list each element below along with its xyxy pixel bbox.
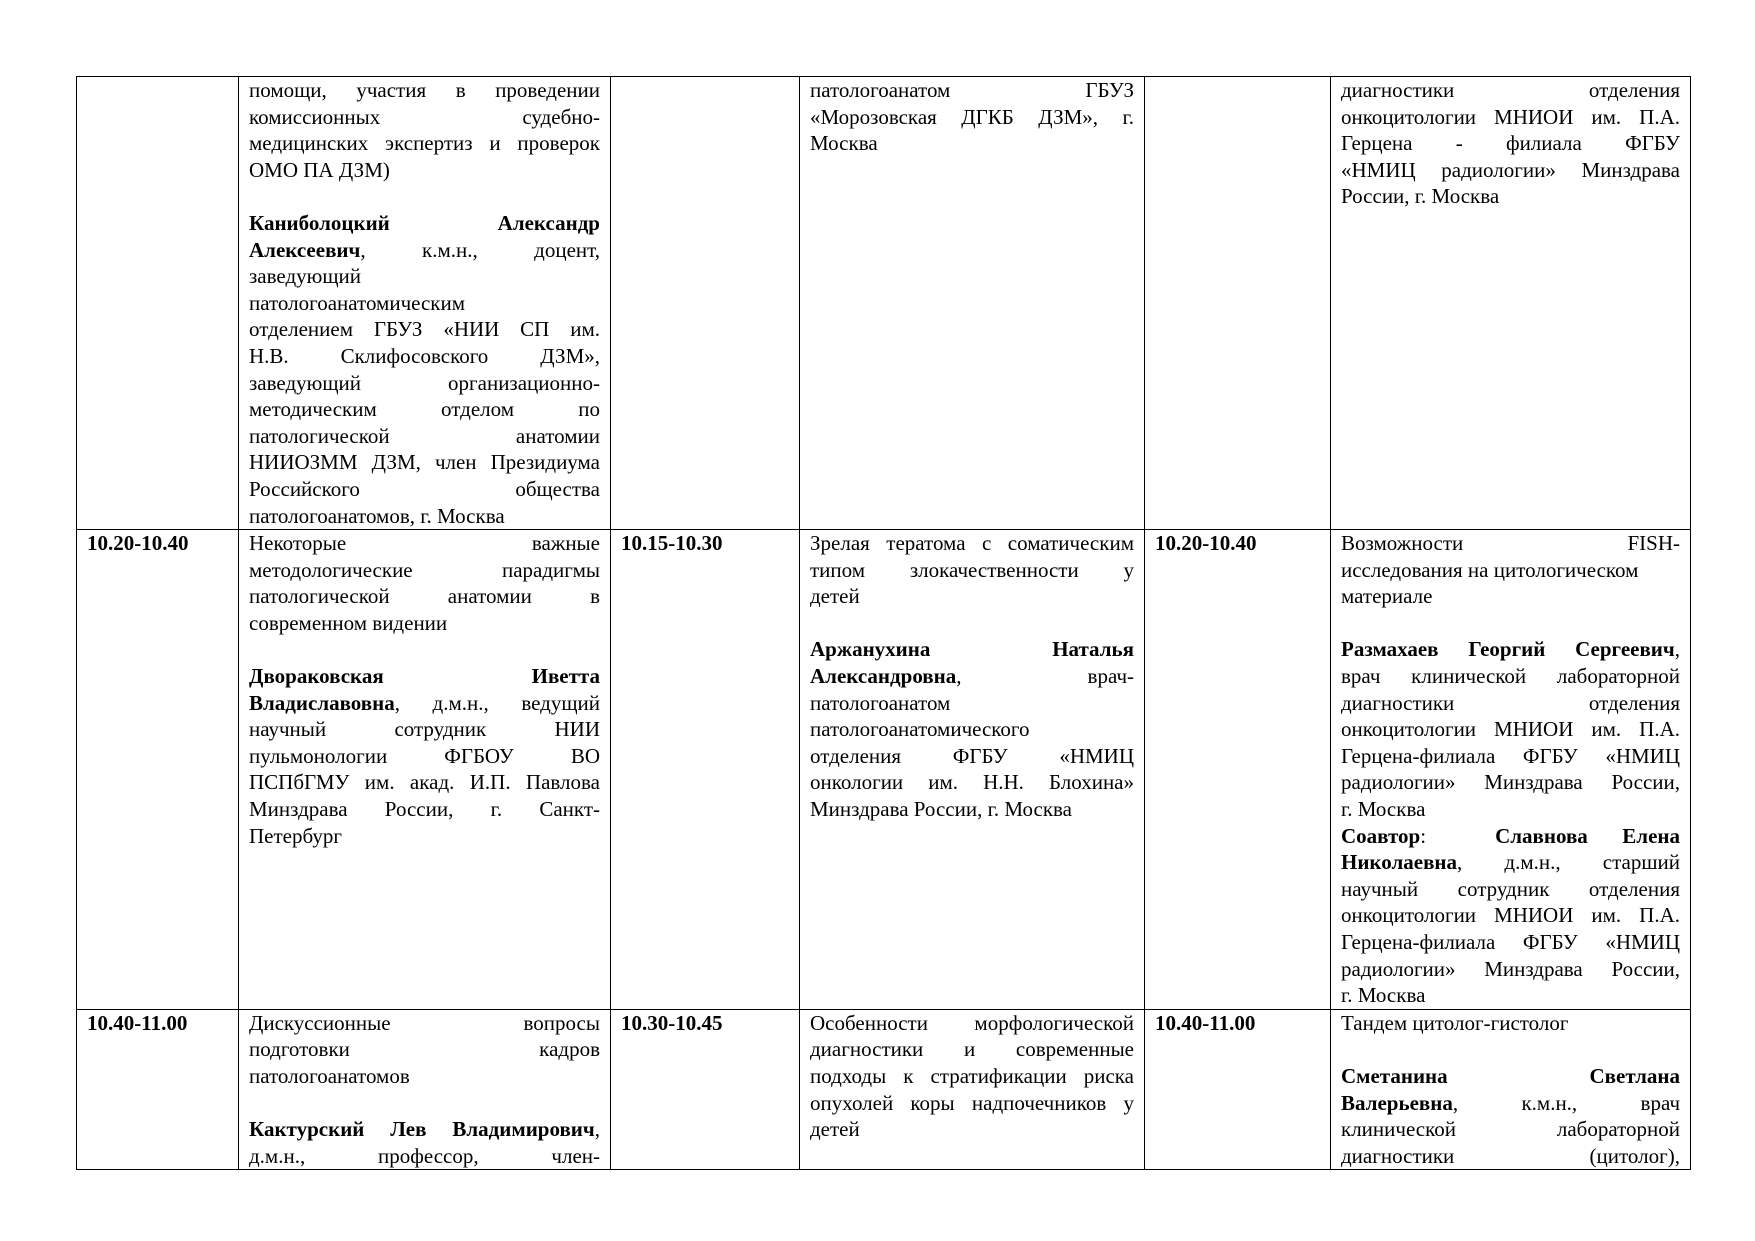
- text-line: комиссионных судебно-: [249, 104, 600, 129]
- schedule-row: [77, 1009, 1691, 1170]
- text-line: патологоанатом: [810, 690, 951, 715]
- talk-cell: [800, 77, 1145, 530]
- speaker-name: Владиславовна: [249, 690, 395, 715]
- talk-cell: Возможности FISH- исследования на цитологическом материале Размахаев Георгий Сергеевич, врач клинической лабораторной диагностики отделения онкоцитологии МНИОИ им. П.А. Герцена-филиала ФГБУ «НМИЦ радиологии» Минздрава России, г. Москва Соавтор: Славнова Елена Николаевна, д.м.н., старший научный сотрудник отделения онкоцитологии МНИОИ им. П.А. Герцена-филиала ФГБУ «НМИЦ радиологии» Минздрава России, г. Москва: [1331, 530, 1691, 1010]
- text-line: отделением ГБУЗ «НИИ СП им.: [249, 317, 600, 342]
- program-schedule-table: [76, 76, 1691, 1170]
- text-line: помощи, участия в проведении: [249, 78, 600, 102]
- text-line: г. Москва: [1341, 797, 1426, 822]
- talk-cell: [800, 1009, 1145, 1170]
- text-line: онкологии им. Н.Н. Блохина»: [810, 770, 1134, 795]
- talk-title-line: современном видении: [249, 610, 448, 635]
- speaker-credentials: , к.м.н., врач: [1452, 1090, 1680, 1115]
- speaker-name: Кактурский Лев Владимирович: [249, 1117, 595, 1142]
- text-line: патологоанатомическим: [249, 290, 466, 315]
- talk-title-line: детей: [810, 1117, 860, 1142]
- text-line: Герцена-филиала ФГБУ «НМИЦ: [1341, 930, 1680, 954]
- talk-title-line: Дискуссионные вопросы: [249, 1010, 600, 1035]
- text-line: онкоцитологии МНИОИ им. П.А.: [1341, 717, 1680, 742]
- talk-title-line: типом злокачественности у: [810, 557, 1134, 582]
- text-line: Минздрава России, г. Санкт-: [249, 797, 600, 822]
- talk-title-line: Некоторые важные: [249, 531, 600, 556]
- text-line: заведующий: [249, 264, 361, 289]
- text-line: радиологии» Минздрава России,: [1341, 956, 1680, 981]
- speaker-name: Алексеевич: [249, 237, 361, 262]
- text-line: медицинских экспертиз и проверок: [249, 131, 600, 156]
- text-line: Москва: [810, 131, 878, 156]
- talk-cell: [239, 530, 611, 1010]
- talk-cell: Дискуссионные вопросы подготовки кадров патологоанатомов Кактурский Лев Владимирович, д.м.н., профессор, член-: [239, 1009, 611, 1170]
- talk-title-line: Тандем цитолог-гистолог: [1341, 1010, 1569, 1035]
- talk-title-line: детей: [810, 584, 860, 609]
- talk-title-line: методологические парадигмы: [249, 557, 600, 582]
- coauthor-name: Славнова Елена: [1495, 823, 1681, 848]
- talk-title-line: патологоанатомов: [249, 1063, 410, 1088]
- text-line: патологоанатомов, г. Москва: [249, 503, 505, 528]
- text-line: России, г. Москва: [1341, 184, 1500, 209]
- talk-cell: [800, 530, 1145, 1010]
- text-line: «НМИЦ радиологии» Минздрава: [1341, 157, 1680, 182]
- text-line: патологической анатомии: [249, 423, 600, 448]
- talk-title-line: диагностики и современные: [810, 1037, 1134, 1062]
- text-line: клинической лабораторной: [1341, 1117, 1680, 1142]
- talk-cell: [239, 77, 611, 530]
- text-line: патологоанатом ГБУЗ: [810, 78, 1134, 102]
- text-line: научный сотрудник НИИ: [249, 717, 600, 742]
- speaker-name: Аржанухина Наталья: [810, 637, 1134, 662]
- speaker-name: Двораковская Иветта: [249, 664, 600, 689]
- text-line: методическим отделом по: [249, 397, 600, 422]
- text-line: врач клинической лабораторной: [1341, 664, 1680, 689]
- coauthor-credentials: , д.м.н., старший: [1457, 850, 1680, 875]
- talk-title-line: подходы к стратификации риска: [810, 1063, 1134, 1088]
- coauthor-name: Николаевна: [1341, 850, 1458, 875]
- talk-cell: [1331, 77, 1691, 530]
- time-cell: 10.30-10.45: [611, 1009, 800, 1170]
- speaker-name: Каниболоцкий Александр: [249, 210, 600, 235]
- text-line: Н.В. Склифосовского ДЗМ»,: [249, 343, 600, 368]
- time-cell: [77, 77, 239, 530]
- time-cell: 10.20-10.40: [77, 530, 239, 1010]
- speaker-name: Размахаев Георгий Сергеевич: [1341, 637, 1675, 662]
- text-line: заведующий организационно-: [249, 370, 600, 395]
- time-cell: 10.40-11.00: [1145, 1009, 1331, 1170]
- text-line: онкоцитологии МНИОИ им. П.А.: [1341, 903, 1680, 928]
- text-line: отделения ФГБУ «НМИЦ: [810, 743, 1134, 768]
- talk-title-line: опухолей коры надпочечников у: [810, 1090, 1134, 1115]
- text-line: д.м.н., профессор, член-: [249, 1143, 600, 1168]
- text-line: диагностики (цитолог),: [1341, 1143, 1680, 1168]
- talk-title-line: подготовки кадров: [249, 1037, 600, 1062]
- speaker-name: Сметанина Светлана: [1341, 1063, 1680, 1088]
- text-line: Российского общества: [249, 476, 600, 501]
- schedule-row: [77, 77, 1691, 530]
- speaker-credentials: , д.м.н., ведущий: [394, 690, 600, 715]
- text-line: онкоцитологии МНИОИ им. П.А.: [1341, 104, 1680, 129]
- talk-title-line: Зрелая тератома с соматическим: [810, 531, 1134, 556]
- text-line: Минздрава России, г. Москва: [810, 797, 1072, 822]
- time-cell: [611, 77, 800, 530]
- text-line: «Морозовская ДГКБ ДЗМ», г.: [810, 104, 1134, 129]
- text-line: НИИОЗММ ДЗМ, член Президиума: [249, 450, 600, 475]
- speaker-name: Александровна: [810, 664, 957, 689]
- talk-title-line: патологической анатомии в: [249, 584, 600, 609]
- schedule-row: [77, 530, 1691, 1010]
- talk-title-line: исследования на цитологическом материале: [1341, 557, 1639, 609]
- text-line: Герцена - филиала ФГБУ: [1341, 131, 1680, 156]
- time-cell: 10.40-11.00: [77, 1009, 239, 1170]
- talk-cell: [1331, 1009, 1691, 1170]
- text-line: ПСПбГМУ им. акад. И.П. Павлова: [249, 770, 600, 795]
- talk-title-line: Возможности FISH-: [1341, 531, 1680, 556]
- text-line: Герцена-филиала ФГБУ «НМИЦ: [1341, 743, 1680, 768]
- time-cell: [1145, 77, 1331, 530]
- speaker-name: Валерьевна: [1341, 1090, 1453, 1115]
- text-line: патологоанатомического: [810, 717, 1030, 742]
- time-cell: 10.20-10.40: [1145, 530, 1331, 1010]
- text-line: диагностики отделения: [1341, 78, 1680, 102]
- time-cell: 10.15-10.30: [611, 530, 800, 1010]
- speaker-credentials: , врач-: [956, 664, 1134, 689]
- text-line: пульмонологии ФГБОУ ВО: [249, 743, 600, 768]
- text-line: диагностики отделения: [1341, 690, 1680, 715]
- text-line: г. Москва: [1341, 983, 1426, 1008]
- coauthor-label: Соавтор: [1341, 823, 1421, 848]
- text-line: научный сотрудник отделения: [1341, 876, 1680, 901]
- text-line: ОМО ПА ДЗМ): [249, 157, 390, 182]
- talk-title-line: Особенности морфологической: [810, 1010, 1134, 1035]
- text-line: радиологии» Минздрава России,: [1341, 770, 1680, 795]
- text-line: Петербург: [249, 823, 342, 848]
- speaker-credentials: , к.м.н., доцент,: [360, 237, 600, 262]
